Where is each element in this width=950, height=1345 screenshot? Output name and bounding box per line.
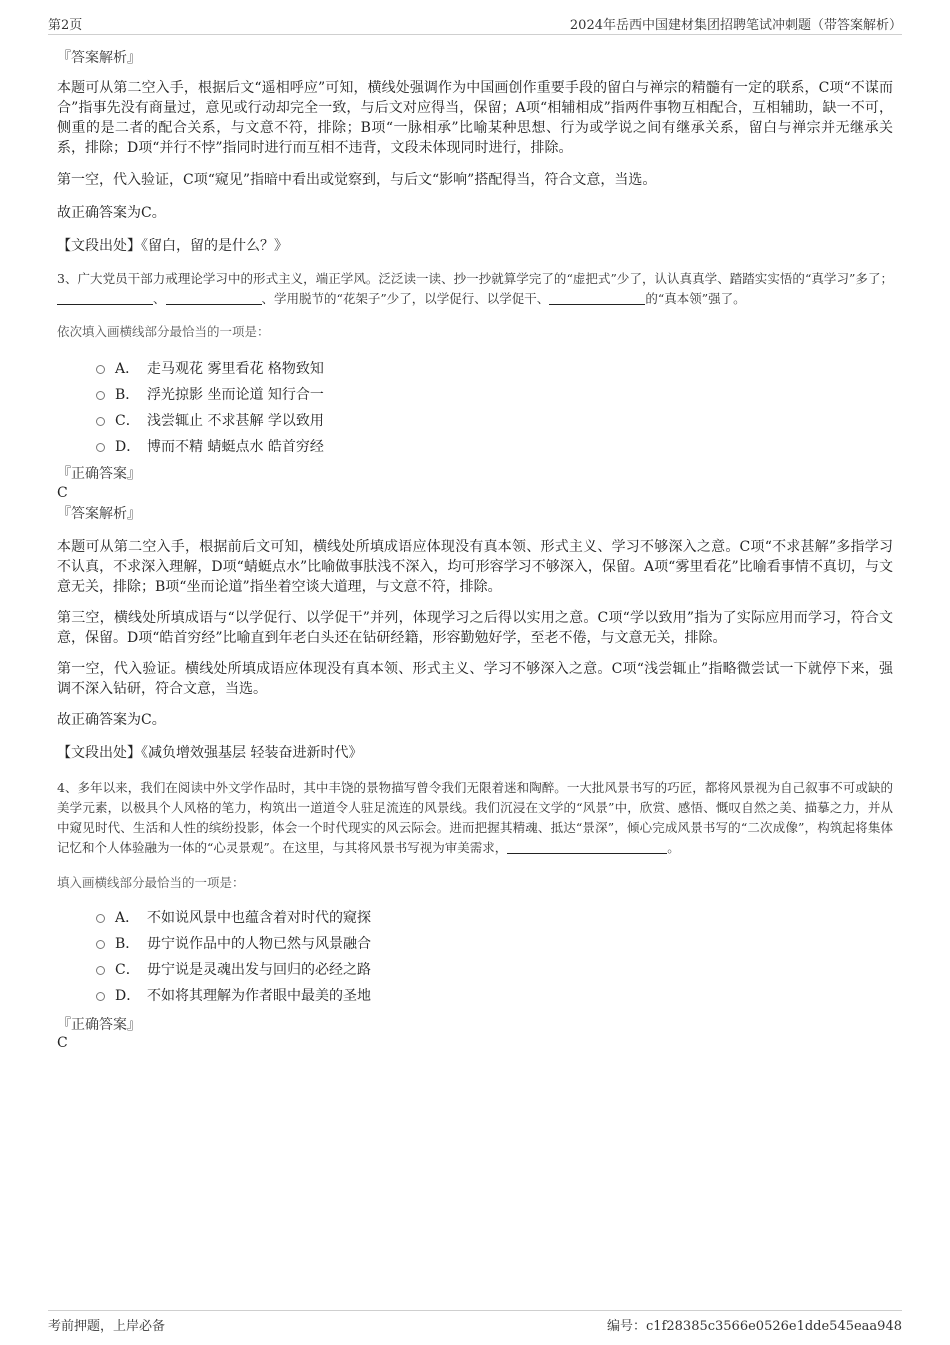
option-b[interactable] <box>96 934 371 954</box>
option-text: 浮光掠影 坐而论道 知行合一 <box>147 387 324 403</box>
question-text: 的“真本领”强了。 <box>645 291 746 306</box>
q2-analysis-paragraph: 第一空，代入验证，C项“窥见”指暗中看出或觉察到，与后文“影响”搭配得当，符合文意，当选。 <box>57 172 657 188</box>
q3-conclusion: 故正确答案为C。 <box>57 712 166 728</box>
option-d[interactable] <box>96 437 324 457</box>
q2-conclusion: 故正确答案为C。 <box>57 205 166 221</box>
question-text: 、学用脱节的“花架子”少了，以学促行、以学促干、 <box>261 291 550 306</box>
option-text: 走马观花 雾里看花 格物致知 <box>147 361 324 377</box>
option-text: 毋宁说作品中的人物已然与风景融合 <box>147 936 371 952</box>
option-d[interactable] <box>96 986 371 1006</box>
question-3-prompt: 依次填入画横线部分最恰当的一项是： <box>57 324 270 339</box>
option-letter: D． <box>115 439 141 455</box>
answer-blank <box>507 839 667 854</box>
option-text: 浅尝辄止 不求甚解 学以致用 <box>147 413 324 429</box>
option-a[interactable] <box>96 908 371 928</box>
option-letter: B． <box>115 936 140 952</box>
option-text: 不如说风景中也蕴含着对时代的窥探 <box>147 910 371 926</box>
document-title: 2024年岳西中国建材集团招聘笔试冲刺题（带答案解析） <box>569 18 902 33</box>
radio-button[interactable] <box>96 365 105 374</box>
option-b[interactable] <box>96 385 324 405</box>
q2-analysis-paragraph: 本题可从第二空入手，根据后文“遥相呼应”可知，横线处强调作为中国画创作重要手段的留白与禅宗的精髓有一定的联系，C项“不谋而合”指事先没有商量过，意见或行动却完全一致，与后文对应得当，保留；A项“相辅相成”指两件事物互相配合，互相辅助，缺一不可，侧重的是二者的配合关系，与文意不符，排除；B项“一脉相承”比喻某种思想、行为或学说之间有继承关系，留白与禅宗并无继承关系，排除；D项“并行不悖”指同时进行而互相不违背，文段未体现同时进行，排除。 <box>57 80 893 156</box>
option-letter: B． <box>115 387 140 403</box>
radio-button[interactable] <box>96 391 105 400</box>
answer-blank <box>57 290 153 305</box>
q3-analysis-paragraph: 第一空，代入验证。横线处所填成语应体现没有真本领、形式主义、学习不够深入之意。C项“浅尝辄止”指略微尝试一下就停下来，强调不深入钻研，符合文意，当选。 <box>57 661 893 697</box>
question-4-text <box>57 778 893 858</box>
document-code: 编号：c1f28385c3566e0526e1dde545eaa948 <box>607 1319 902 1334</box>
option-letter: C． <box>115 413 140 429</box>
radio-button[interactable] <box>96 417 105 426</box>
option-letter: D． <box>115 988 141 1004</box>
option-letter: C． <box>115 962 140 978</box>
radio-button[interactable] <box>96 914 105 923</box>
question-text: 。 <box>667 840 680 855</box>
question-text: 、 <box>153 291 166 306</box>
answer-blank <box>166 290 262 305</box>
q3-correct-answer: C <box>57 485 68 501</box>
q3-source: 【文段出处】《减负增效强基层 轻装奋进新时代》 <box>57 745 363 761</box>
q3-correct-label: 『正确答案』 <box>57 466 141 482</box>
question-text: 3、广大党员干部力戒理论学习中的形式主义，端正学风。泛泛读一读、抄一抄就算学完了的“虚把式”少了，认认真真学、踏踏实实悟的“真学习”多了； <box>57 271 893 286</box>
page-header <box>48 14 902 35</box>
q2-source: 【文段出处】《留白，留的是什么？》 <box>57 238 288 254</box>
q3-analysis-paragraph: 本题可从第二空入手，根据前后文可知，横线处所填成语应体现没有真本领、形式主义、学习不够深入之意。C项“不求甚解”多指学习不认真，不求深入理解，D项“蜻蜓点水”比喻做事肤浅不深入，均可形容学习不够深入，保留。A项“雾里看花”比喻看事情不真切，与文意无关，排除；B项“坐而论道”指坐着空谈大道理，与文意不符，排除。 <box>57 539 893 595</box>
radio-button[interactable] <box>96 443 105 452</box>
option-text: 博而不精 蜻蜓点水 皓首穷经 <box>147 439 324 455</box>
radio-button[interactable] <box>96 940 105 949</box>
question-text: 4、多年以来，我们在阅读中外文学作品时，其中丰饶的景物描写曾令我们无限着迷和陶醉。一大批风景书写的巧匠，都将风景视为自己叙事不可或缺的美学元素，以极具个人风格的笔力，构筑出一道道令人驻足流连的风景线。我们沉浸在文学的“风景”中，欣赏、感悟、慨叹自然之美、描摹之力，并从中窥见时代、生活和人性的缤纷投影，体会一个时代现实的风云际会。进而把握其精魂、抵达“景深”，倾心完成风景书写的“二次成像”，构筑起将集体记忆和个人体验融为一体的“心灵景观”。在这里，与其将风景书写视为审美需求， <box>57 780 893 855</box>
answer-blank <box>549 290 645 305</box>
option-letter: A． <box>115 910 140 926</box>
radio-button[interactable] <box>96 966 105 975</box>
option-text: 毋宁说是灵魂出发与回归的必经之路 <box>147 962 371 978</box>
page-footer <box>48 1310 902 1339</box>
option-c[interactable] <box>96 960 371 980</box>
option-text: 不如将其理解为作者眼中最美的圣地 <box>147 988 371 1004</box>
option-a[interactable] <box>96 359 324 379</box>
radio-button[interactable] <box>96 992 105 1001</box>
q4-correct-answer: C <box>57 1035 68 1051</box>
option-c[interactable] <box>96 411 324 431</box>
q4-correct-label: 『正确答案』 <box>57 1017 141 1033</box>
question-4-prompt: 填入画横线部分最恰当的一项是： <box>57 875 245 890</box>
option-letter: A． <box>115 361 140 377</box>
question-3-text <box>57 269 893 309</box>
q3-analysis-paragraph: 第三空，横线处所填成语与“以学促行、以学促干”并列，体现学习之后得以实用之意。C项“学以致用”指为了实际应用而学习，符合文意，保留。D项“皓首穷经”比喻直到年老白头还在钻研经籍，形容勤勉好学，至老不倦，与文意无关，排除。 <box>57 610 893 646</box>
page-number: 第2页 <box>48 18 83 33</box>
q2-analysis-label: 『答案解析』 <box>57 50 141 66</box>
q3-analysis-label: 『答案解析』 <box>57 506 141 522</box>
footer-slogan: 考前押题，上岸必备 <box>48 1319 166 1334</box>
